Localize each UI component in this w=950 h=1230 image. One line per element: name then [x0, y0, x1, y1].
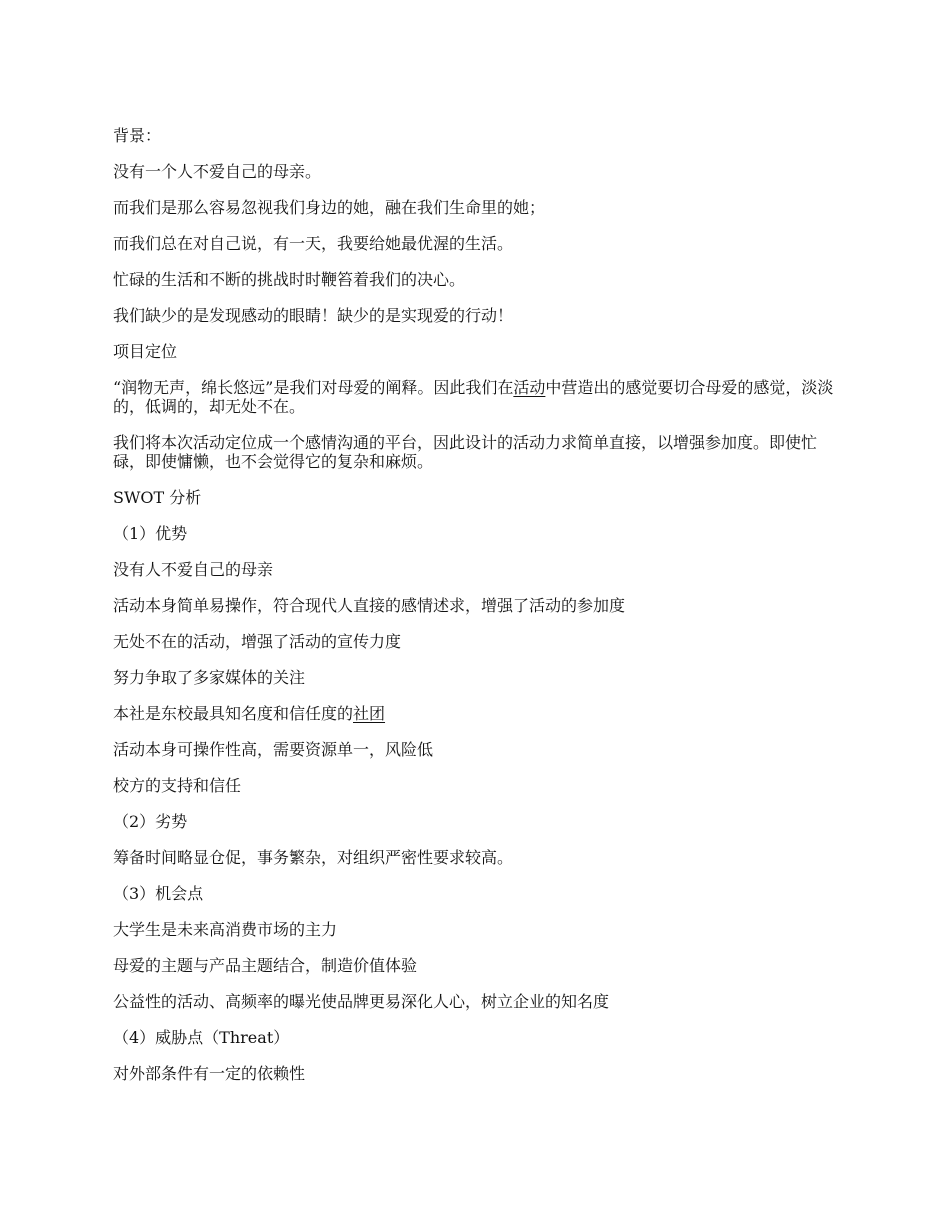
list-item: 校方的支持和信任: [113, 776, 242, 795]
heading-background: 背景：: [113, 126, 162, 145]
list-item: 没有人不爱自己的母亲: [113, 560, 274, 579]
heading-threats: （4）威胁点（Threat）: [113, 1028, 290, 1047]
document-body: [113, 126, 843, 1100]
list-item: 无处不在的活动，增强了活动的宣传力度: [113, 632, 402, 651]
list-item: 大学生是未来高消费市场的主力: [113, 920, 338, 939]
list-item: 努力争取了多家媒体的关注: [113, 668, 306, 687]
heading-strengths: （1）优势: [113, 524, 188, 543]
paragraph: 我们缺少的是发现感动的眼睛！缺少的是实现爱的行动！: [113, 306, 514, 325]
heading-opportunities: （3）机会点: [113, 884, 204, 903]
paragraph-text: “润物无声，绵长悠远”是我们对母爱的阐释。因此我们在: [113, 378, 514, 397]
list-item: 活动本身简单易操作，符合现代人直接的感情述求，增强了活动的参加度: [113, 596, 626, 615]
heading-swot: SWOT 分析: [113, 488, 202, 507]
list-item: 筹备时间略显仓促，事务繁杂，对组织严密性要求较高。: [113, 848, 514, 867]
club-link[interactable]: 社团: [353, 704, 386, 723]
paragraph-text: 中营造出的感觉要切合母爱的感觉，淡淡的，低调的，却无处不在。: [113, 378, 834, 416]
heading-weaknesses: （2）劣势: [113, 812, 188, 831]
list-item: 公益性的活动、高频率的曝光使品牌更易深化人心，树立企业的知名度: [113, 992, 610, 1011]
paragraph: 没有一个人不爱自己的母亲。: [113, 162, 322, 181]
heading-positioning: 项目定位: [113, 342, 178, 361]
list-item: 对外部条件有一定的依赖性: [113, 1064, 306, 1083]
paragraph: 忙碌的生活和不断的挑战时时鞭笞着我们的决心。: [113, 270, 466, 289]
paragraph-positioning-1: [113, 378, 843, 416]
list-item: 母爱的主题与产品主题结合，制造价值体验: [113, 956, 418, 975]
paragraph-text: 本社是东校最具知名度和信任度的: [113, 704, 354, 723]
activity-link[interactable]: 活动: [513, 378, 546, 397]
list-item: 活动本身可操作性高，需要资源单一，风险低: [113, 740, 434, 759]
paragraph: 而我们是那么容易忽视我们身边的她，融在我们生命里的她；: [113, 198, 546, 217]
list-item: [113, 704, 843, 723]
paragraph-positioning-2: 我们将本次活动定位成一个感情沟通的平台，因此设计的活动力求简单直接，以增强参加度。即使忙碌，即使慵懒，也不会觉得它的复杂和麻烦。: [113, 433, 818, 471]
paragraph: 而我们总在对自己说，有一天，我要给她最优渥的生活。: [113, 234, 514, 253]
